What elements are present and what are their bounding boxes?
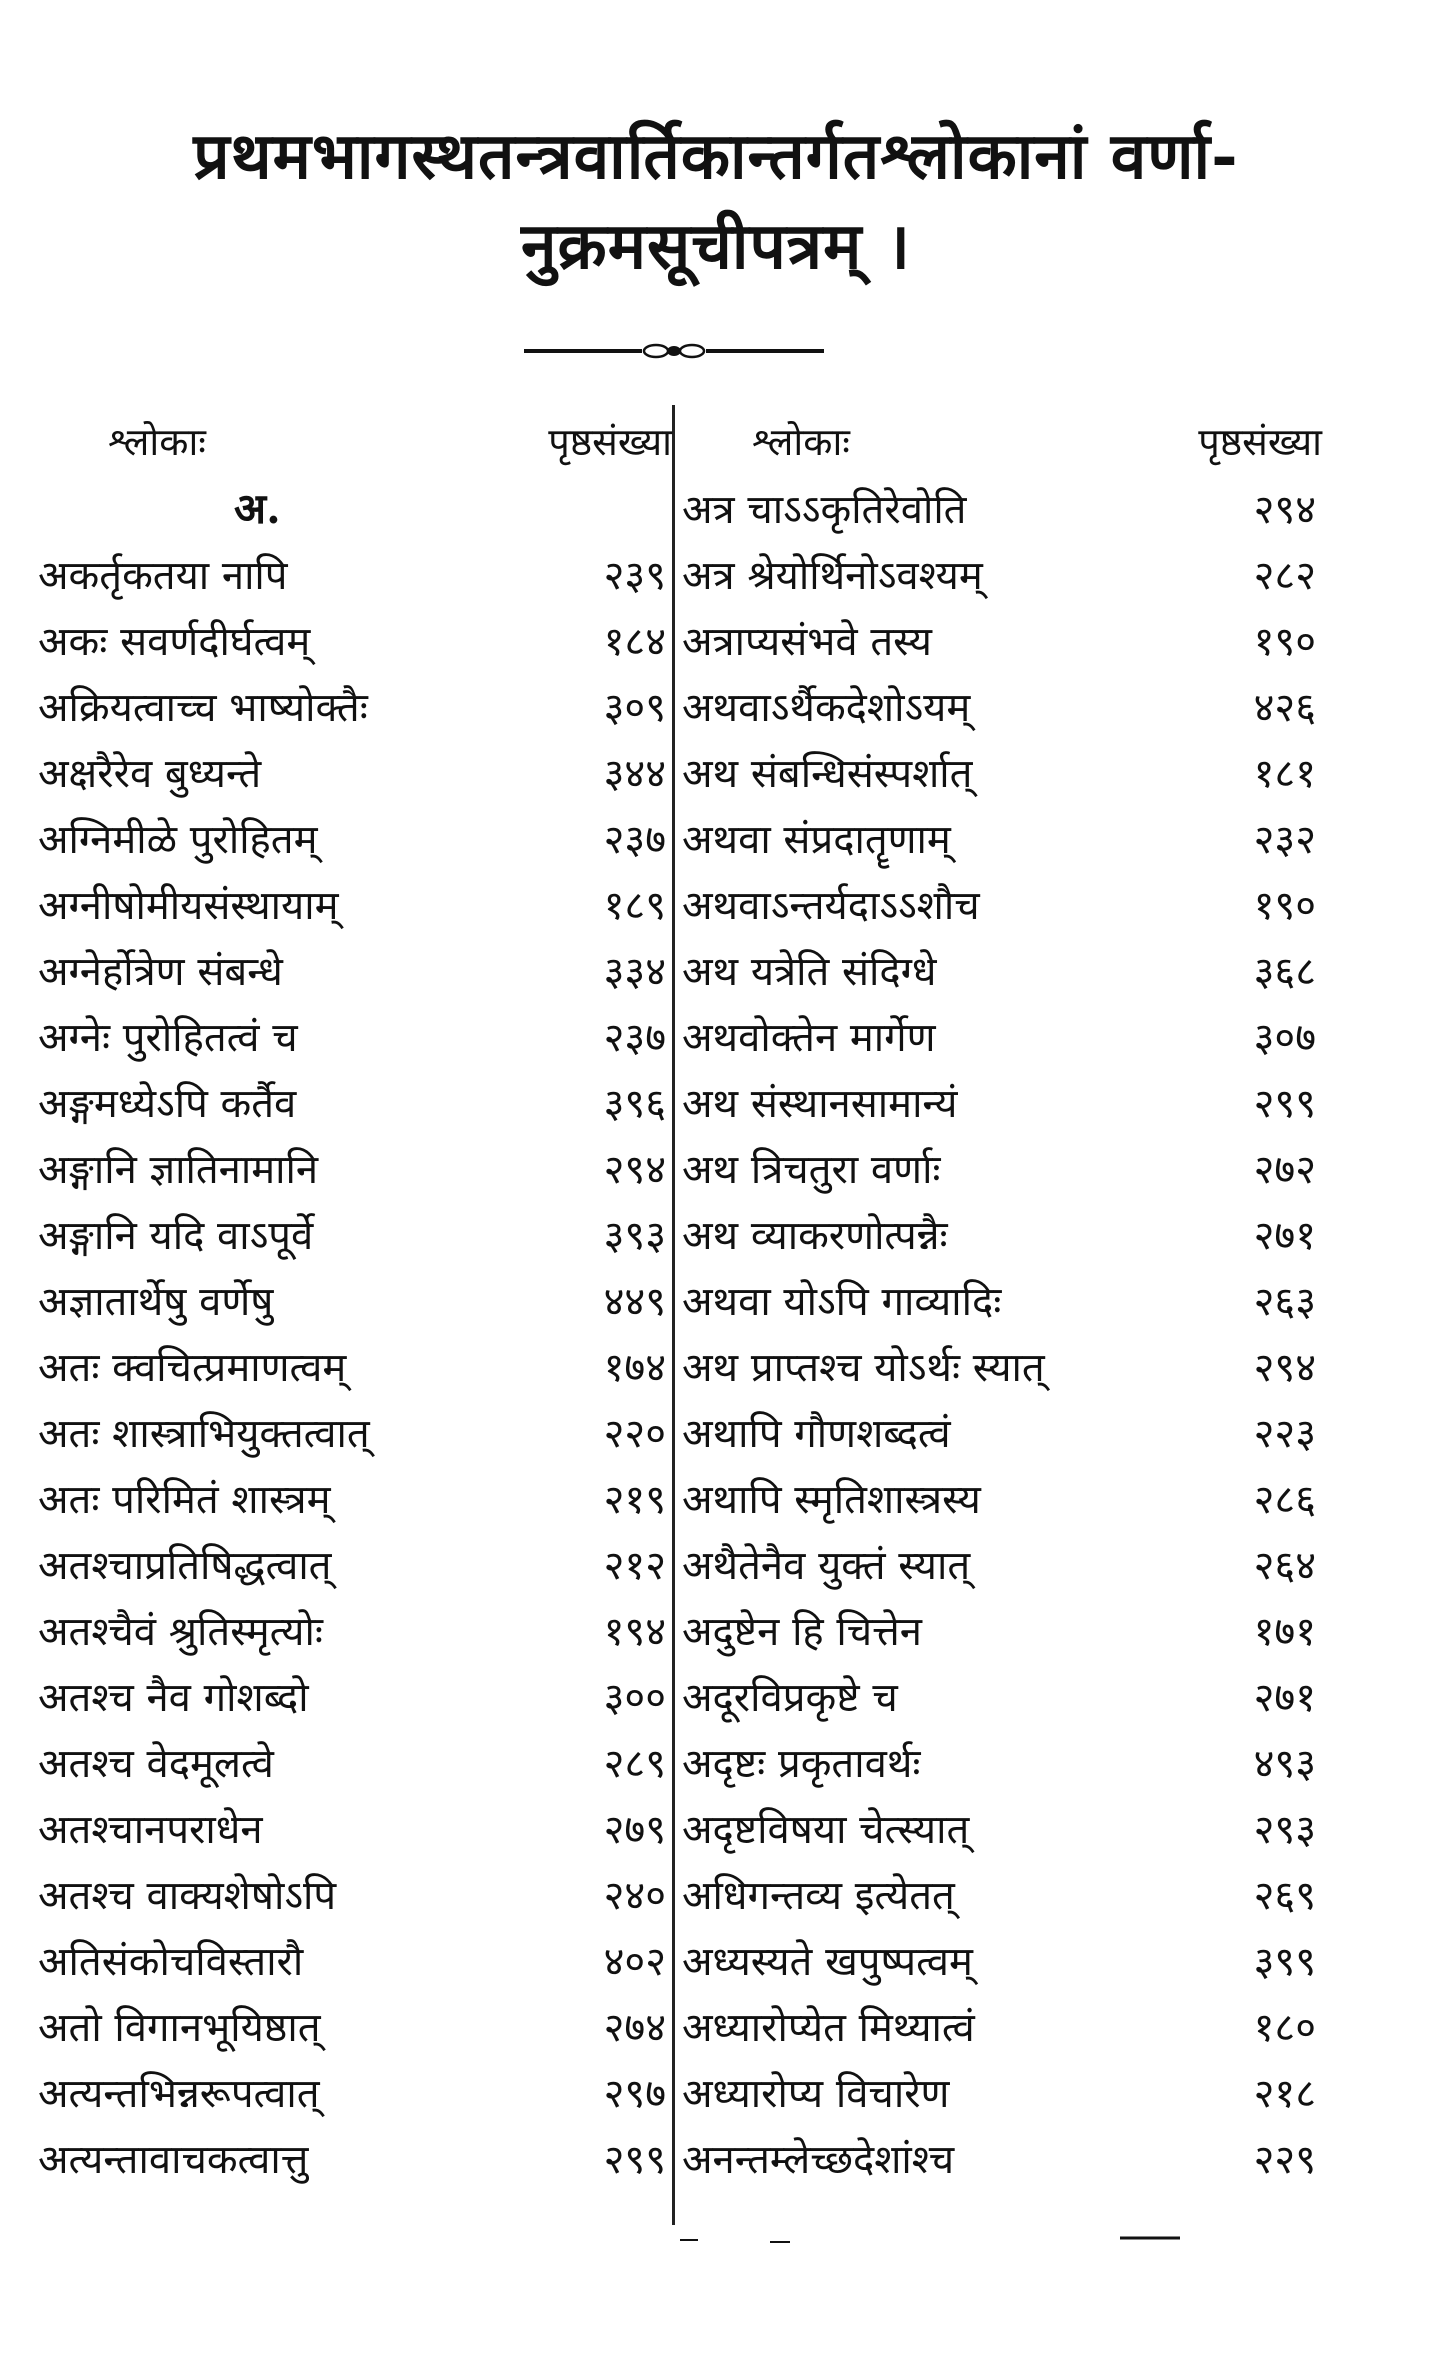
left-index-entry <box>38 2124 672 2190</box>
page-number: १८४ <box>603 618 666 665</box>
left-index-entry <box>38 1002 672 1068</box>
right-index-entry <box>682 1728 1322 1794</box>
shloka-text: अथ यत्रेति संदिग्धे <box>682 948 937 995</box>
ornament-divider <box>524 336 824 366</box>
page-number: ४९३ <box>1253 1740 1316 1787</box>
page-number: २२९ <box>1253 2136 1316 2183</box>
right-index-entry <box>682 804 1322 870</box>
footer-marks <box>680 2232 1240 2252</box>
shloka-text: अदुष्टेन हि चित्तेन <box>682 1608 922 1655</box>
page-number: ३६८ <box>1253 948 1316 995</box>
right-index-entry <box>682 1134 1322 1200</box>
left-entry-list <box>38 540 672 2190</box>
shloka-text: अथवा संप्रदातॄणाम् <box>682 816 951 863</box>
page-number: २१९ <box>603 1476 666 1523</box>
shloka-text: अतः क्वचित्प्रमाणत्वम् <box>38 1344 347 1391</box>
shloka-text: अत्यन्तभिन्नरूपत्वात् <box>38 2070 320 2117</box>
left-index-entry <box>38 1728 672 1794</box>
page-number: २९३ <box>1253 1806 1316 1853</box>
right-index-entry <box>682 2124 1322 2190</box>
page-number: २९९ <box>1253 1080 1316 1127</box>
page-number: २४० <box>603 1872 666 1919</box>
shloka-text: अतः परिमितं शास्त्रम् <box>38 1476 331 1523</box>
shloka-text: अत्र श्रेयोर्थिनोऽवश्यम् <box>682 552 983 599</box>
right-index-entry <box>682 1068 1322 1134</box>
right-index-entry <box>682 1002 1322 1068</box>
shloka-text: अङ्गानि ज्ञातिनामानि <box>38 1146 319 1193</box>
shloka-text: अदूरविप्रकृष्टे च <box>682 1674 898 1721</box>
right-index-entry <box>682 1332 1322 1398</box>
page-number: ३९९ <box>1253 1938 1316 1985</box>
shloka-text: अतश्चाप्रतिषिद्धत्वात् <box>38 1542 332 1589</box>
page-number: ३९६ <box>603 1080 666 1127</box>
page-number: २६४ <box>1253 1542 1316 1589</box>
right-index-entry <box>682 936 1322 1002</box>
right-index-entry <box>682 870 1322 936</box>
page-number: २६९ <box>1253 1872 1316 1919</box>
left-index-entry <box>38 1596 672 1662</box>
page-number: २९७ <box>603 2070 666 2117</box>
right-index-entry <box>682 1926 1322 1992</box>
page-number: ४२६ <box>1253 684 1316 731</box>
shloka-text: अतः शास्त्राभियुक्तत्वात् <box>38 1410 370 1457</box>
page-number: १९४ <box>603 1608 666 1655</box>
page-number: २८२ <box>1253 552 1316 599</box>
shloka-text: अथ त्रिचतुरा वर्णाः <box>682 1146 941 1193</box>
right-index-entry <box>682 1860 1322 1926</box>
page-number: २७९ <box>603 1806 666 1853</box>
page-number: १८० <box>1253 2004 1316 2051</box>
page-number: २८६ <box>1253 1476 1316 1523</box>
shloka-text: अदृष्टः प्रकृतावर्थः <box>682 1740 921 1787</box>
right-index-entry <box>682 1398 1322 1464</box>
page-number: ३०७ <box>1253 1014 1316 1061</box>
page-number: २७१ <box>1253 1674 1316 1721</box>
left-index-entry <box>38 1464 672 1530</box>
right-index-column <box>682 408 1322 2190</box>
shloka-text: अत्राप्यसंभवे तस्य <box>682 618 932 665</box>
left-index-entry <box>38 606 672 672</box>
column-divider <box>672 405 675 2225</box>
page-number: ३४४ <box>603 750 666 797</box>
page-number: १७४ <box>603 1344 666 1391</box>
left-index-entry <box>38 1992 672 2058</box>
page-number: २७१ <box>1253 1212 1316 1259</box>
left-index-entry <box>38 1860 672 1926</box>
page-number: १७१ <box>1253 1608 1316 1655</box>
right-index-entry <box>682 1596 1322 1662</box>
left-index-entry <box>38 1662 672 1728</box>
page-title-line-1: प्रथमभागस्थतन्त्रवार्तिकान्तर्गतश्लोकानां वर्णा- <box>193 119 1239 194</box>
shloka-text: अतो विगानभूयिष्ठात् <box>38 2004 321 2051</box>
shloka-text: अथवाऽन्तर्यदाऽऽशौच <box>682 882 980 929</box>
page-number: २३७ <box>603 816 666 863</box>
left-index-entry <box>38 540 672 606</box>
left-index-entry <box>38 1068 672 1134</box>
right-index-entry <box>682 1200 1322 1266</box>
right-header-shloka: श्लोकाः <box>752 420 850 464</box>
page-number: १९० <box>1253 618 1316 665</box>
page-number: १८१ <box>1253 750 1316 797</box>
page-number: २९४ <box>1253 486 1316 533</box>
right-index-entry <box>682 606 1322 672</box>
right-index-entry <box>682 1530 1322 1596</box>
page-number: २९४ <box>603 1146 666 1193</box>
left-index-entry <box>38 1200 672 1266</box>
left-index-entry <box>38 936 672 1002</box>
page-number: २९४ <box>1253 1344 1316 1391</box>
shloka-text: अग्नेः पुरोहितत्वं च <box>38 1014 298 1061</box>
shloka-text: अथवोक्तेन मार्गेण <box>682 1014 936 1061</box>
shloka-text: अथ व्याकरणोत्पन्नैः <box>682 1212 948 1259</box>
right-header-page: पृष्ठसंख्या <box>1198 420 1322 464</box>
right-index-entry <box>682 2058 1322 2124</box>
right-entry-list <box>682 474 1322 2190</box>
right-index-entry <box>682 1464 1322 1530</box>
page-number: २८९ <box>603 1740 666 1787</box>
right-index-entry <box>682 1266 1322 1332</box>
left-index-entry <box>38 870 672 936</box>
shloka-text: अक्रियत्वाच्च भाष्योक्तैः <box>38 684 368 731</box>
left-column-header <box>38 408 672 474</box>
shloka-text: अध्यस्यते खपुष्पत्वम् <box>682 1938 973 1985</box>
shloka-text: अग्नेर्होत्रेण संबन्धे <box>38 948 283 995</box>
page-number: २१२ <box>603 1542 666 1589</box>
shloka-text: अतिसंकोचविस्तारौ <box>38 1938 304 1985</box>
shloka-text: अग्नीषोमीयसंस्थायाम् <box>38 882 339 929</box>
section-letter: अ. <box>234 483 281 533</box>
shloka-text: अधिगन्तव्य इत्येतत् <box>682 1872 955 1919</box>
page-number: ४०२ <box>603 1938 666 1985</box>
page-number: ३०९ <box>603 684 666 731</box>
shloka-text: अकर्तृकतया नापि <box>38 552 288 599</box>
shloka-text: अतश्च वेदमूलत्वे <box>38 1740 274 1787</box>
shloka-text: अथापि गौणशब्दत्वं <box>682 1410 951 1457</box>
left-index-entry <box>38 1398 672 1464</box>
page-number: ४४९ <box>603 1278 666 1325</box>
left-index-entry <box>38 2058 672 2124</box>
page-number: २७२ <box>1253 1146 1316 1193</box>
left-index-entry <box>38 672 672 738</box>
shloka-text: अथवाऽर्थैकदेशोऽयम् <box>682 684 971 731</box>
shloka-text: अथ संबन्धिसंस्पर्शात् <box>682 750 973 797</box>
page-number: २६३ <box>1253 1278 1316 1325</box>
shloka-text: अतश्च वाक्यशेषोऽपि <box>38 1872 337 1919</box>
page-number: ३०० <box>603 1674 666 1721</box>
shloka-text: अक्षरैरेव बुध्यन्ते <box>38 750 262 797</box>
page-title-line-2: नुक्रमसूचीपत्रम् । <box>521 209 911 284</box>
left-index-entry <box>38 1530 672 1596</box>
left-header-shloka: श्लोकाः <box>108 420 206 464</box>
shloka-text: अथैतेनैव युक्तं स्यात् <box>682 1542 971 1589</box>
shloka-text: अज्ञातार्थेषु वर्णेषु <box>38 1278 274 1325</box>
right-index-entry <box>682 474 1322 540</box>
shloka-text: अग्निमीळे पुरोहितम् <box>38 816 318 863</box>
page-number: १८९ <box>603 882 666 929</box>
page-number: २१८ <box>1253 2070 1316 2117</box>
shloka-text: अङ्गमध्येऽपि कर्तैव <box>38 1080 297 1127</box>
shloka-text: अथापि स्मृतिशास्त्रस्य <box>682 1476 981 1523</box>
left-index-entry <box>38 1266 672 1332</box>
shloka-text: अध्यारोप्येत मिथ्यात्वं <box>682 2004 975 2051</box>
page-number: २९९ <box>603 2136 666 2183</box>
right-index-entry <box>682 1794 1322 1860</box>
shloka-text: अध्यारोप्य विचारेण <box>682 2070 950 2117</box>
shloka-text: अतश्चैवं श्रुतिस्मृत्योः <box>38 1608 323 1655</box>
left-index-entry <box>38 1926 672 1992</box>
right-index-entry <box>682 738 1322 804</box>
page-number: २३९ <box>603 552 666 599</box>
shloka-text: अत्यन्तावाचकत्वात्तु <box>38 2136 309 2183</box>
left-index-entry <box>38 1134 672 1200</box>
shloka-text: अथ संस्थानसामान्यं <box>682 1080 958 1127</box>
page-number: २३२ <box>1253 816 1316 863</box>
right-index-entry <box>682 1992 1322 2058</box>
page-number: ३९३ <box>603 1212 666 1259</box>
page-number: २२३ <box>1253 1410 1316 1457</box>
right-index-entry <box>682 672 1322 738</box>
left-index-entry <box>38 738 672 804</box>
left-index-entry <box>38 804 672 870</box>
shloka-text: अतश्चानपराधेन <box>38 1806 263 1853</box>
shloka-text: अङ्गानि यदि वाऽपूर्वे <box>38 1212 314 1259</box>
page-number: १९० <box>1253 882 1316 929</box>
page-number: २३७ <box>603 1014 666 1061</box>
left-header-page: पृष्ठसंख्या <box>548 420 672 464</box>
page-number: २२० <box>603 1410 666 1457</box>
right-index-entry <box>682 540 1322 606</box>
left-index-entry <box>38 1794 672 1860</box>
shloka-text: अथवा योऽपि गाव्यादिः <box>682 1278 1002 1325</box>
left-index-entry <box>38 1332 672 1398</box>
shloka-text: अतश्च नैव गोशब्दो <box>38 1674 309 1721</box>
shloka-text: अकः सवर्णदीर्घत्वम् <box>38 618 311 665</box>
shloka-text: अदृष्टविषया चेत्स्यात् <box>682 1806 970 1853</box>
left-index-column <box>38 408 672 2190</box>
shloka-text: अनन्तम्लेच्छदेशांश्च <box>682 2136 955 2183</box>
shloka-text: अत्र चाऽऽकृतिरेवोति <box>682 486 967 533</box>
right-index-entry <box>682 1662 1322 1728</box>
page-number: ३३४ <box>603 948 666 995</box>
shloka-text: अथ प्राप्तश्च योऽर्थः स्यात् <box>682 1344 1045 1391</box>
right-column-header <box>682 408 1322 474</box>
page-number: २७४ <box>603 2004 666 2051</box>
